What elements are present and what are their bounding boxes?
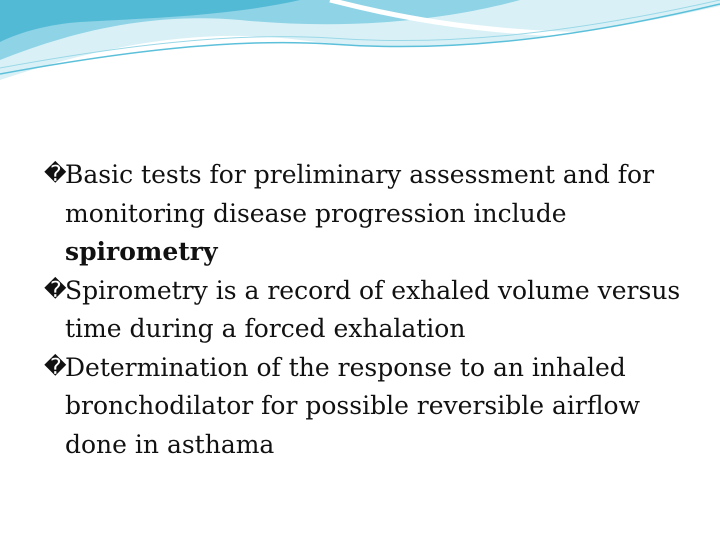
bullet-item (44, 272, 684, 349)
bullet-item (44, 349, 684, 465)
bullet-text: Basic tests for preliminary assessment and for monitoring disease progression include (65, 160, 655, 228)
bullet-list (44, 156, 684, 464)
bullet-text: Determination of the response to an inhaled bronchodilator for possible reversible airflow done in asthama (65, 352, 640, 459)
bullet-item (44, 156, 684, 272)
bullet-marker-icon: � (44, 277, 67, 303)
header-wave-decoration (0, 0, 720, 90)
bullet-text: Spirometry is a record of exhaled volume versus time during a forced exhalation (65, 275, 681, 343)
bullet-emphasis: spirometry (65, 237, 218, 266)
bullet-marker-icon: � (44, 162, 67, 187)
bullet-marker-icon: � (44, 354, 67, 380)
